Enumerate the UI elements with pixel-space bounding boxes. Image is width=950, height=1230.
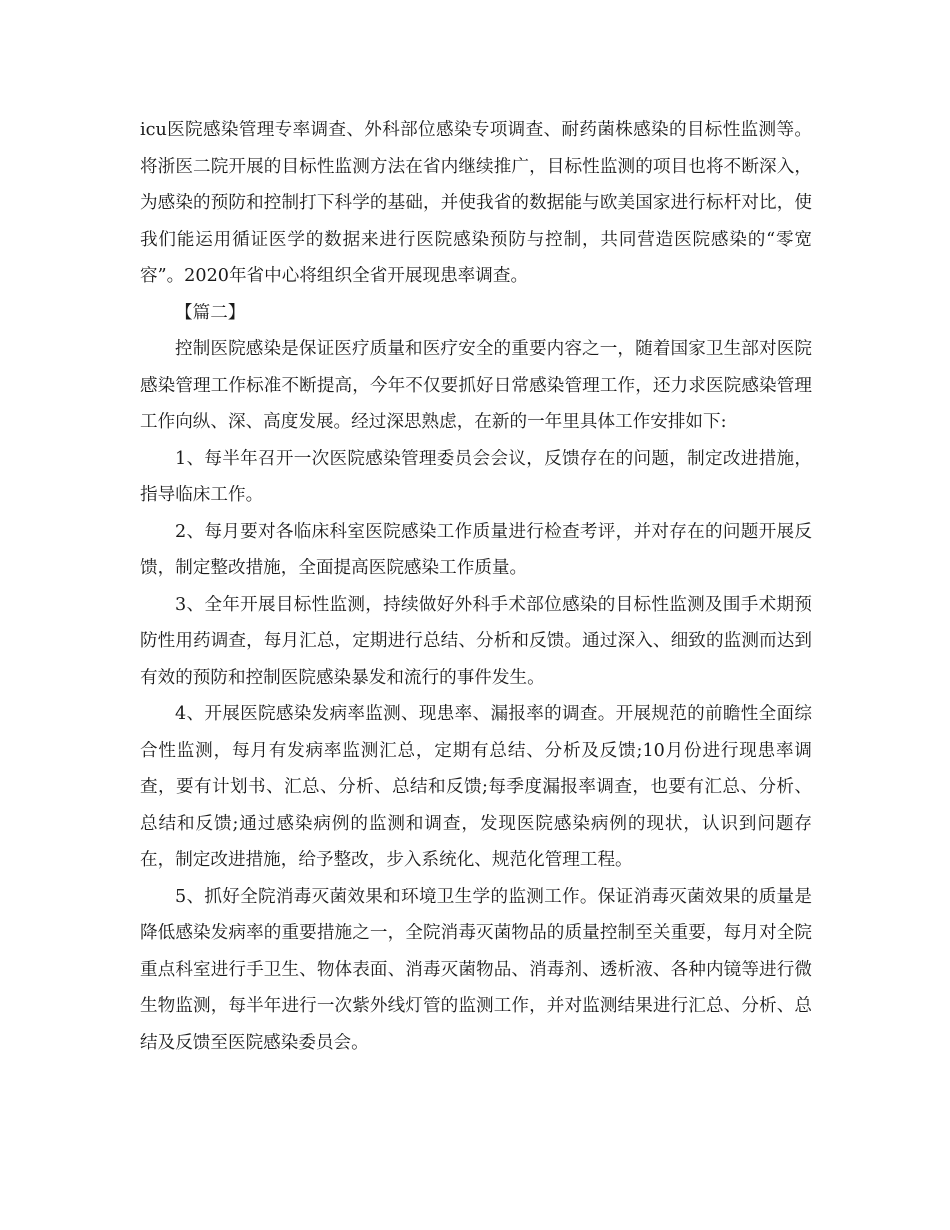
- list-item-2: 2、每月要对各临床科室医院感染工作质量进行检查考评，并对存在的问题开展反馈，制定整改措施，全面提高医院感染工作质量。: [140, 521, 812, 578]
- list-item-1: 1、每半年召开一次医院感染管理委员会会议，反馈存在的问题，制定改进措施，指导临床工作。: [140, 448, 812, 505]
- list-item-3: 3、全年开展目标性监测，持续做好外科手术部位感染的目标性监测及围手术期预防性用药调查，每月汇总，定期进行总结、分析和反馈。通过深入、细致的监测而达到有效的预防和控制医院感染暴发和流行的事件发生。: [140, 594, 812, 688]
- list-item-4: 4、开展医院感染发病率监测、现患率、漏报率的调查。开展规范的前瞻性全面综合性监测，每月有发病率监测汇总，定期有总结、分析及反馈;10月份进行现患率调查，要有计划书、汇总、分析、总结和反馈;每季度漏报率调查，也要有汇总、分析、总结和反馈;通过感染病例的监测和调查，发现医院感染病例的现状，认识到问题存在，制定改进措施，给予整改，步入系统化、规范化管理工程。: [140, 704, 812, 870]
- list-item-5: 5、抓好全院消毒灭菌效果和环境卫生学的监测工作。保证消毒灭菌效果的质量是降低感染发病率的重要措施之一，全院消毒灭菌物品的质量控制至关重要，每月对全院重点科室进行手卫生、物体表面、消毒灭菌物品、消毒剂、透析液、各种内镜等进行微生物监测，每半年进行一次紫外线灯管的监测工作，并对监测结果进行汇总、分析、总结及反馈至医院感染委员会。: [140, 886, 812, 1053]
- section-heading: 【篇二】: [175, 302, 246, 323]
- document-body: [140, 112, 812, 1061]
- paragraph-intro: 控制医院感染是保证医疗质量和医疗安全的重要内容之一，随着国家卫生部对医院感染管理工作标准不断提高，今年不仅要抓好日常感染管理工作，还力求医院感染管理工作向纵、深、高度发展。经过深思熟虑，在新的一年里具体工作安排如下:: [140, 339, 812, 432]
- paragraph-continuation: icu医院感染管理专率调查、外科部位感染专项调查、耐药菌株感染的目标性监测等。将浙医二院开展的目标性监测方法在省内继续推广，目标性监测的项目也将不断深入，为感染的预防和控制打下科学的基础，并使我省的数据能与欧美国家进行标杆对比，使我们能运用循证医学的数据来进行医院感染预防与控制，共同营造医院感染的“零宽容”。2020年省中心将组织全省开展现患率调查。: [140, 120, 812, 286]
